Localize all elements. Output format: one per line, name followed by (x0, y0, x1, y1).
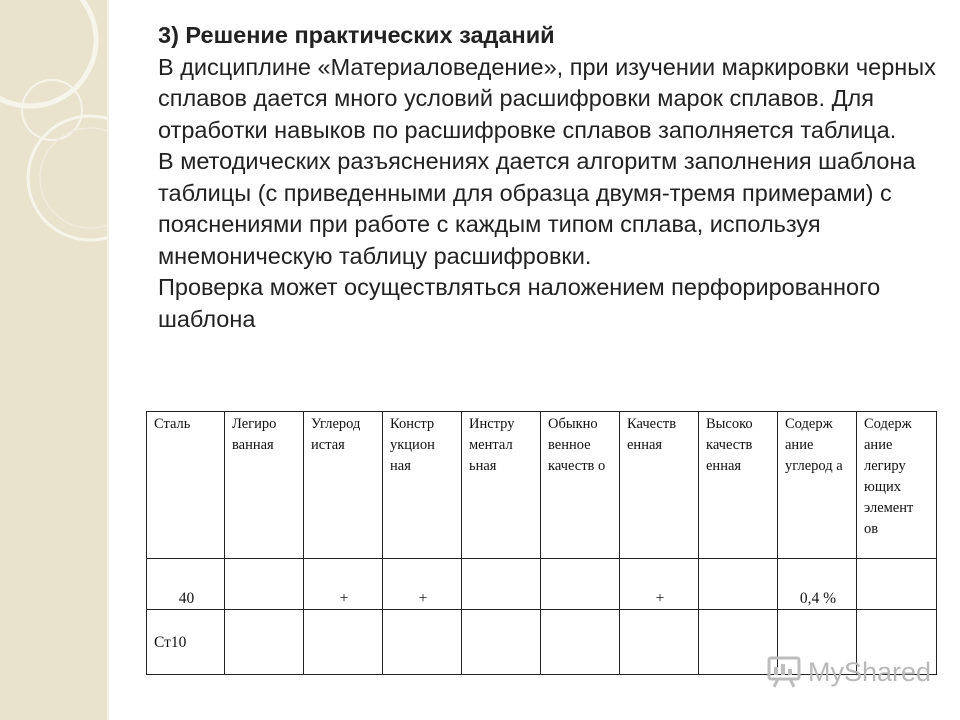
table-cell: Ст10 (147, 610, 225, 675)
watermark-text: MyShared (808, 656, 932, 687)
presentation-board-icon (766, 655, 802, 689)
header-cell: Обыкно венное качеств о (541, 412, 620, 559)
table-cell (383, 610, 462, 675)
paragraph-1: В дисциплине «Материаловедение», при изучении маркировки черных сплавов дается много условий расшифровки марок сплавов. Для отработки навыков по расшифровке сплавов заполняется таблица. (158, 53, 936, 143)
table-cell: 0,4 % (778, 559, 857, 610)
decorative-circles (0, 0, 107, 720)
header-cell: Сталь (147, 412, 225, 559)
header-cell: Содерж ание легиру ющих элемент ов (857, 412, 937, 559)
header-cell: Констр укцион ная (383, 412, 462, 559)
header-cell: Высоко качеств енная (699, 412, 778, 559)
table-cell (541, 610, 620, 675)
alloy-decoding-table (146, 411, 937, 675)
paragraph-2: В методических разъяснениях дается алгоритм заполнения шаблона таблицы (с приведенными для образца двумя-тремя примерами) с пояснениями при работе с каждым типом сплава, используя мнемоническую таблицу расшифровки. (158, 148, 916, 269)
table-cell: 40 (147, 559, 225, 610)
table-cell (225, 610, 304, 675)
table-cell: + (620, 559, 699, 610)
table-row (147, 559, 937, 610)
table-cell (225, 559, 304, 610)
header-cell: Качеств енная (620, 412, 699, 559)
decorative-side-band (0, 0, 107, 720)
table-cell (699, 559, 778, 610)
header-cell: Легиро ванная (225, 412, 304, 559)
header-cell: Инстру ментал ьная (462, 412, 541, 559)
watermark (766, 655, 931, 689)
table-header-row (147, 412, 937, 559)
side-band-edge (107, 0, 109, 720)
table-cell: + (304, 559, 383, 610)
table-cell (304, 610, 383, 675)
table-cell (462, 610, 541, 675)
table-cell (462, 559, 541, 610)
table-cell (620, 610, 699, 675)
table-cell (857, 559, 937, 610)
header-cell: Углерод истая (304, 412, 383, 559)
slide-text (158, 20, 948, 335)
header-cell: Содерж ание углерод а (778, 412, 857, 559)
paragraph-3: Проверка может осуществляться наложением перфорированного шаблона (158, 274, 881, 332)
slide-heading: 3) Решение практических заданий (158, 22, 555, 48)
table-cell (541, 559, 620, 610)
table-cell: + (383, 559, 462, 610)
